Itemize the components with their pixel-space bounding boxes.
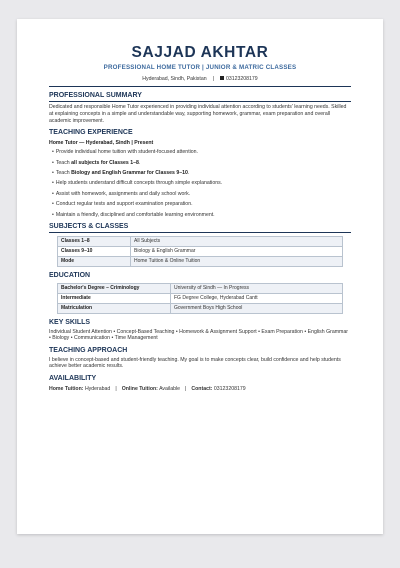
candidate-name: SAJJAD AKHTAR <box>131 44 269 61</box>
table-cell-key: Mode <box>58 256 131 266</box>
online-tuition-label: Online Tuition: <box>121 385 158 392</box>
education-section <box>49 272 351 314</box>
table-cell-value: FG Degree College, Hyderabad Cantt <box>171 293 343 303</box>
table-cell-value: University of Sindh — In Progress <box>171 283 343 293</box>
approach-heading: TEACHING APPROACH <box>49 346 128 354</box>
summary-heading: PROFESSIONAL SUMMARY <box>49 92 351 102</box>
separator: | <box>212 76 214 82</box>
table-row <box>58 256 343 266</box>
experience-section <box>49 129 351 217</box>
phone-icon <box>220 76 224 80</box>
location-text: Hyderabad, Sindh, Pakistan <box>142 76 207 82</box>
job-title: Home Tutor — Hyderabad, Sindh | Present <box>49 140 154 147</box>
table-cell-key: Matriculation <box>58 303 171 313</box>
availability-heading: AVAILABILITY <box>49 374 97 382</box>
table-cell-key: Bachelor's Degree – Criminology <box>58 283 171 293</box>
summary-text: Dedicated and responsible Home Tutor experienced in providing individual attention according to students' learning needs. Skilled at explaining concepts in a simple and understandable way, supporting homework, grammar, exam preparation and overall academic improvement. <box>49 104 347 124</box>
table-cell-key: Intermediate <box>58 293 171 303</box>
table-cell-key: Classes 9–10 <box>58 246 131 256</box>
table-cell-value: Government Boys High School <box>171 303 343 313</box>
separator: | <box>115 385 117 392</box>
education-heading: EDUCATION <box>49 271 91 279</box>
summary-section <box>49 92 351 124</box>
contact-line <box>49 76 351 82</box>
candidate-subtitle: PROFESSIONAL HOME TUTOR | JUNIOR & MATRIC CLASSES <box>103 64 297 71</box>
header-divider <box>49 86 351 87</box>
list-item: • Provide individual home tuition with student-focused attention. <box>52 149 351 155</box>
list-item: • Help students understand difficult concepts through simple explanations. <box>52 180 351 186</box>
approach-text: I believe in concept-based and student-friendly teaching. My goal is to make concepts clear, build confidence and help students achieve better academic results. <box>49 356 341 370</box>
phone-text: 03123208179 <box>225 76 258 82</box>
online-tuition-value: Available <box>159 385 181 392</box>
contact-label: Contact: <box>191 385 213 392</box>
table-row <box>58 283 343 293</box>
table-cell-key: Classes 1–8 <box>58 236 131 246</box>
list-item: • Maintain a friendly, disciplined and comfortable learning environment. <box>52 212 351 218</box>
table-cell-value: Home Tuition & Online Tuition <box>131 256 343 266</box>
resume-content <box>49 44 351 392</box>
table-row <box>58 303 343 313</box>
skills-heading: KEY SKILLS <box>49 318 91 326</box>
contact-value: 03123208179 <box>213 385 246 392</box>
experience-list <box>49 149 351 217</box>
table-row <box>58 236 343 246</box>
approach-section <box>49 347 351 370</box>
list-item: • Conduct regular tests and support examination preparation. <box>52 201 351 207</box>
education-table <box>57 283 343 314</box>
subjects-heading: SUBJECTS & CLASSES <box>49 223 351 233</box>
home-tuition-value: Hyderabad <box>84 385 111 392</box>
table-row <box>58 293 343 303</box>
home-tuition-label: Home Tuition: <box>49 385 84 392</box>
experience-heading: TEACHING EXPERIENCE <box>49 129 133 137</box>
table-cell-value: Biology & English Grammar <box>131 246 343 256</box>
separator: | <box>185 385 187 392</box>
availability-line <box>49 386 351 392</box>
list-item: • Teach all subjects for Classes 1–8. <box>52 160 351 166</box>
list-item: • Teach Biology and English Grammar for Classes 9–10. <box>52 170 351 176</box>
subjects-table <box>57 236 343 267</box>
table-row <box>58 246 343 256</box>
skills-text: Individual Student Attention • Concept-Based Teaching • Homework & Assignment Support • Exam Preparation • English Grammar • Biology • Communication • Time Management <box>49 328 348 342</box>
table-cell-value: All Subjects <box>131 236 343 246</box>
list-item: • Assist with homework, assignments and daily school work. <box>52 191 351 197</box>
skills-section <box>49 319 351 342</box>
subjects-section <box>49 223 351 267</box>
resume-page <box>17 19 383 534</box>
availability-section <box>49 375 351 392</box>
